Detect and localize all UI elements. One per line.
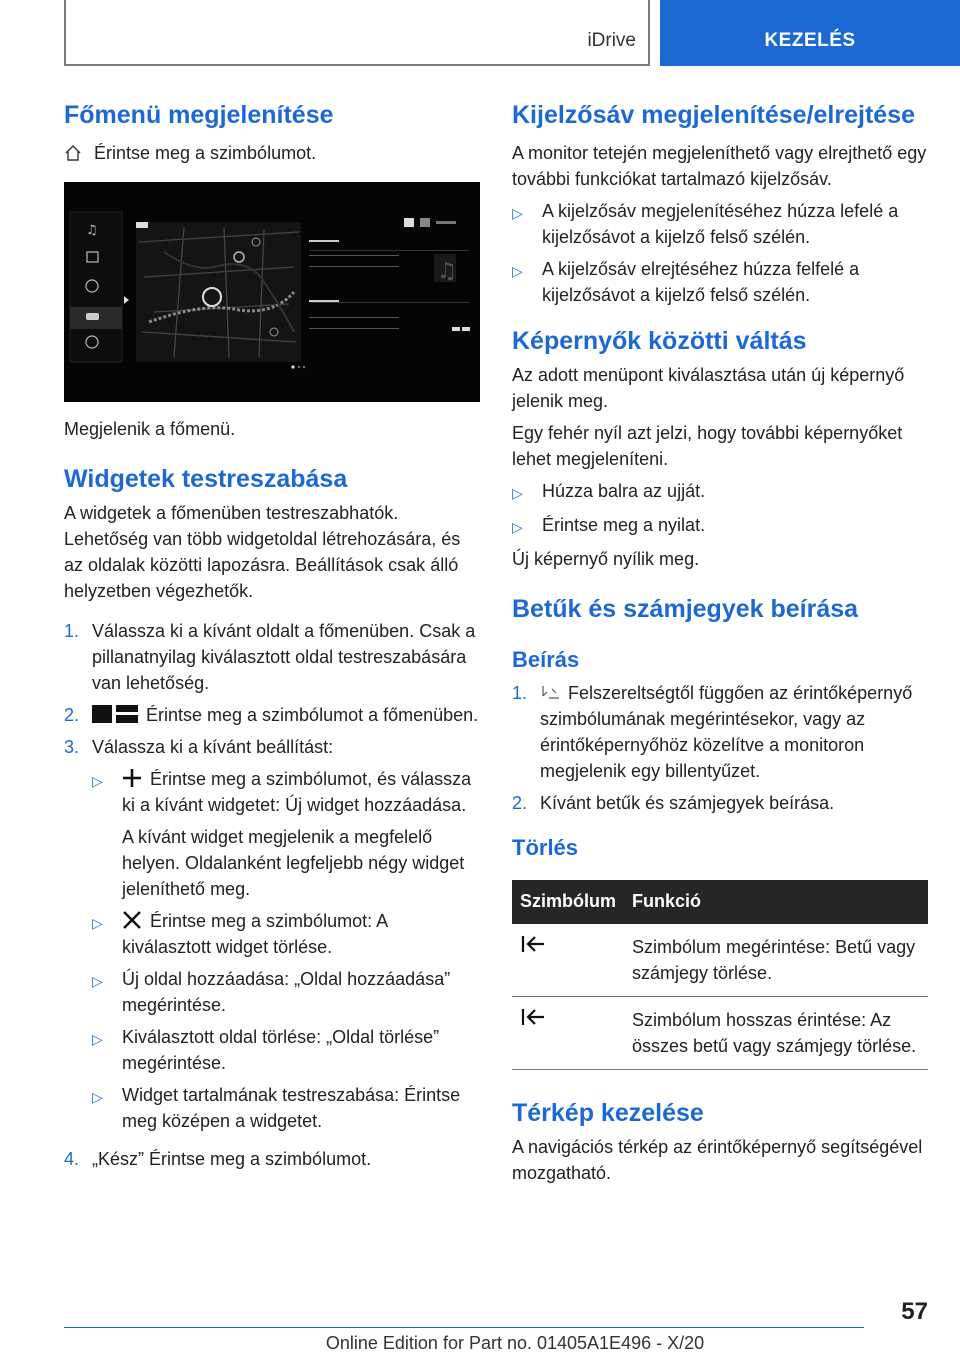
svg-text:♫: ♫ [86,223,98,238]
display-bar-intro: A monitor tetején megjeleníthető vagy elrejthető egy további funkciókat tartalmazó kijelzősáv. [512,143,927,189]
home-icon [64,144,82,162]
step-text: Válassza ki a kívánt beállítást: [92,737,334,757]
widget-grid-icon [92,704,138,724]
step-text: Felszereltségtől függően az érintőképernyő szimbólumának megérintésekor, vagy az érintőképernyőhöz közelítve a monitoron megjelenik egy billentyűzet. [540,683,913,781]
header-section-tab: KEZELÉS [660,0,960,66]
home-instruction [64,140,480,166]
close-icon [122,910,142,930]
step-number: 4. [64,1149,80,1169]
footer-divider [64,1327,864,1328]
table-row [512,924,928,997]
heading-text-input: Betűk és számjegyek beírása [512,595,859,623]
list-item [92,966,480,1018]
list-item [512,198,932,250]
triangle-bullet-icon: ▷ [92,1089,103,1105]
subheading-input: Beírás [512,647,580,672]
step-text: Válassza ki a kívánt oldalt a főmenüben. Csak a pillanatnyilag kiválasztott oldal testreszabására van lehetőség. [92,621,476,693]
widget-steps [64,618,480,1172]
idrive-screen-image [64,182,480,402]
right-column [512,100,932,1186]
option-text: Új oldal hozzáadása: „Oldal hozzáadása” megérintése. [122,969,451,1015]
list-item [92,908,480,960]
screen-switch-list [512,478,932,540]
table-header-row [512,880,928,924]
step-text: Kívánt betűk és számjegyek beírása. [540,793,835,813]
step-number: 2. [512,793,528,813]
screen-switch-p2: Egy fehér nyíl azt jelzi, hogy további képernyőket lehet megjeleníteni. [512,423,903,469]
heading-screen-switch: Képernyők közötti váltás [512,327,807,355]
heading-widgets: Widgetek testreszabása [64,465,348,493]
option-text: Érintse meg a szimbólumot, és válassza ki a kívánt widgetet: Új widget hozzáadása. [122,769,472,815]
list-item [64,702,480,728]
bullet-text: Húzza balra az ujját. [542,481,706,501]
display-bar-list [512,198,932,308]
triangle-bullet-icon: ▷ [512,263,523,279]
option-note: A kívánt widget megjelenik a megfelelő helyen. Oldalanként legfeljebb négy widget jeleníthető meg. [122,827,465,899]
bullet-text: A kijelzősáv megjelenítéséhez húzza lefelé a kijelzősávot a kijelző felső szélén. [542,201,899,247]
table-cell-function: Szimbólum megérintése: Betű vagy számjegy törlése. [624,924,928,997]
heading-map: Térkép kezelése [512,1099,704,1127]
heading-display-bar: Kijelzősáv megjelenítése/elrejtése [512,101,915,129]
main-menu-result: Megjelenik a főmenü. [64,419,236,439]
table-row [512,997,928,1070]
list-item [512,512,932,540]
option-text: Kiválasztott oldal törlése: „Oldal törlése” megérintése. [122,1027,440,1073]
header-frame [64,0,650,66]
bullet-text: A kijelzősáv elrejtéséhez húzza felfelé a kijelzősávot a kijelző felső szélén. [542,259,860,305]
option-list [92,766,480,1134]
map-text: A navigációs térkép az érintőképernyő segítségével mozgatható. [512,1137,923,1183]
step-number: 1. [64,621,80,641]
triangle-bullet-icon: ▷ [512,205,523,221]
header-title: iDrive [587,30,636,51]
table-cell-symbol [512,997,624,1070]
list-item [512,256,932,308]
list-item [92,766,480,818]
list-item [92,1024,480,1076]
step-number: 1. [512,683,528,703]
table-header-function: Funkció [624,880,928,924]
triangle-bullet-icon: ▷ [512,485,523,501]
input-steps [512,680,932,816]
triangle-bullet-icon: ▷ [92,973,103,989]
widgets-intro: A widgetek a főmenüben testreszabhatók. Lehetőség van több widgetoldal létrehozására, és az oldalak közötti lapozásra. Beállítások csak álló helyzetben végezhetők. [64,503,461,601]
list-item [512,790,932,816]
triangle-bullet-icon: ▷ [92,915,103,931]
screen-switch-result: Új képernyő nyílik meg. [512,549,700,569]
delete-symbol-table [512,880,928,1070]
list-item [64,618,480,696]
option-text: Widget tartalmának testreszabása: Érintse meg középen a widgetet. [122,1085,461,1131]
page-number: 57 [901,1298,928,1325]
home-instruction-text: Érintse meg a szimbólumot. [94,143,317,163]
table-cell-function: Szimbólum hosszas érintése: Az összes betű vagy számjegy törlése. [624,997,928,1070]
step-number: 3. [64,737,80,757]
plus-icon [122,768,142,788]
left-column [64,100,480,1178]
list-item [64,734,480,1140]
step-text: Érintse meg a szimbólumot a főmenüben. [146,705,479,725]
list-item [92,1082,480,1134]
footer-edition: Online Edition for Part no. 01405A1E496 - X/20 [325,1333,705,1353]
table-header-symbol: Szimbólum [512,880,624,924]
screen-switch-p1: Az adott menüpont kiválasztása után új képernyő jelenik meg. [512,365,905,411]
triangle-bullet-icon: ▷ [92,1031,103,1047]
list-item [512,478,932,506]
backspace-icon [520,1007,546,1027]
step-number: 2. [64,705,80,725]
list-item [64,1146,480,1172]
bullet-text: Érintse meg a nyilat. [542,515,706,535]
step-text: „Kész” Érintse meg a szimbólumot. [92,1149,372,1169]
triangle-bullet-icon: ▷ [512,519,523,535]
keyboard-icon [540,684,560,702]
backspace-icon [520,934,546,954]
table-cell-symbol [512,924,624,997]
svg-text:♫: ♫ [437,259,457,284]
option-text: Érintse meg a szimbólumot: A kiválasztott widget törlése. [122,911,388,957]
list-item [512,680,932,784]
heading-main-menu: Főmenü megjelenítése [64,101,334,129]
triangle-bullet-icon: ▷ [92,773,103,789]
subheading-delete: Törlés [512,835,579,860]
